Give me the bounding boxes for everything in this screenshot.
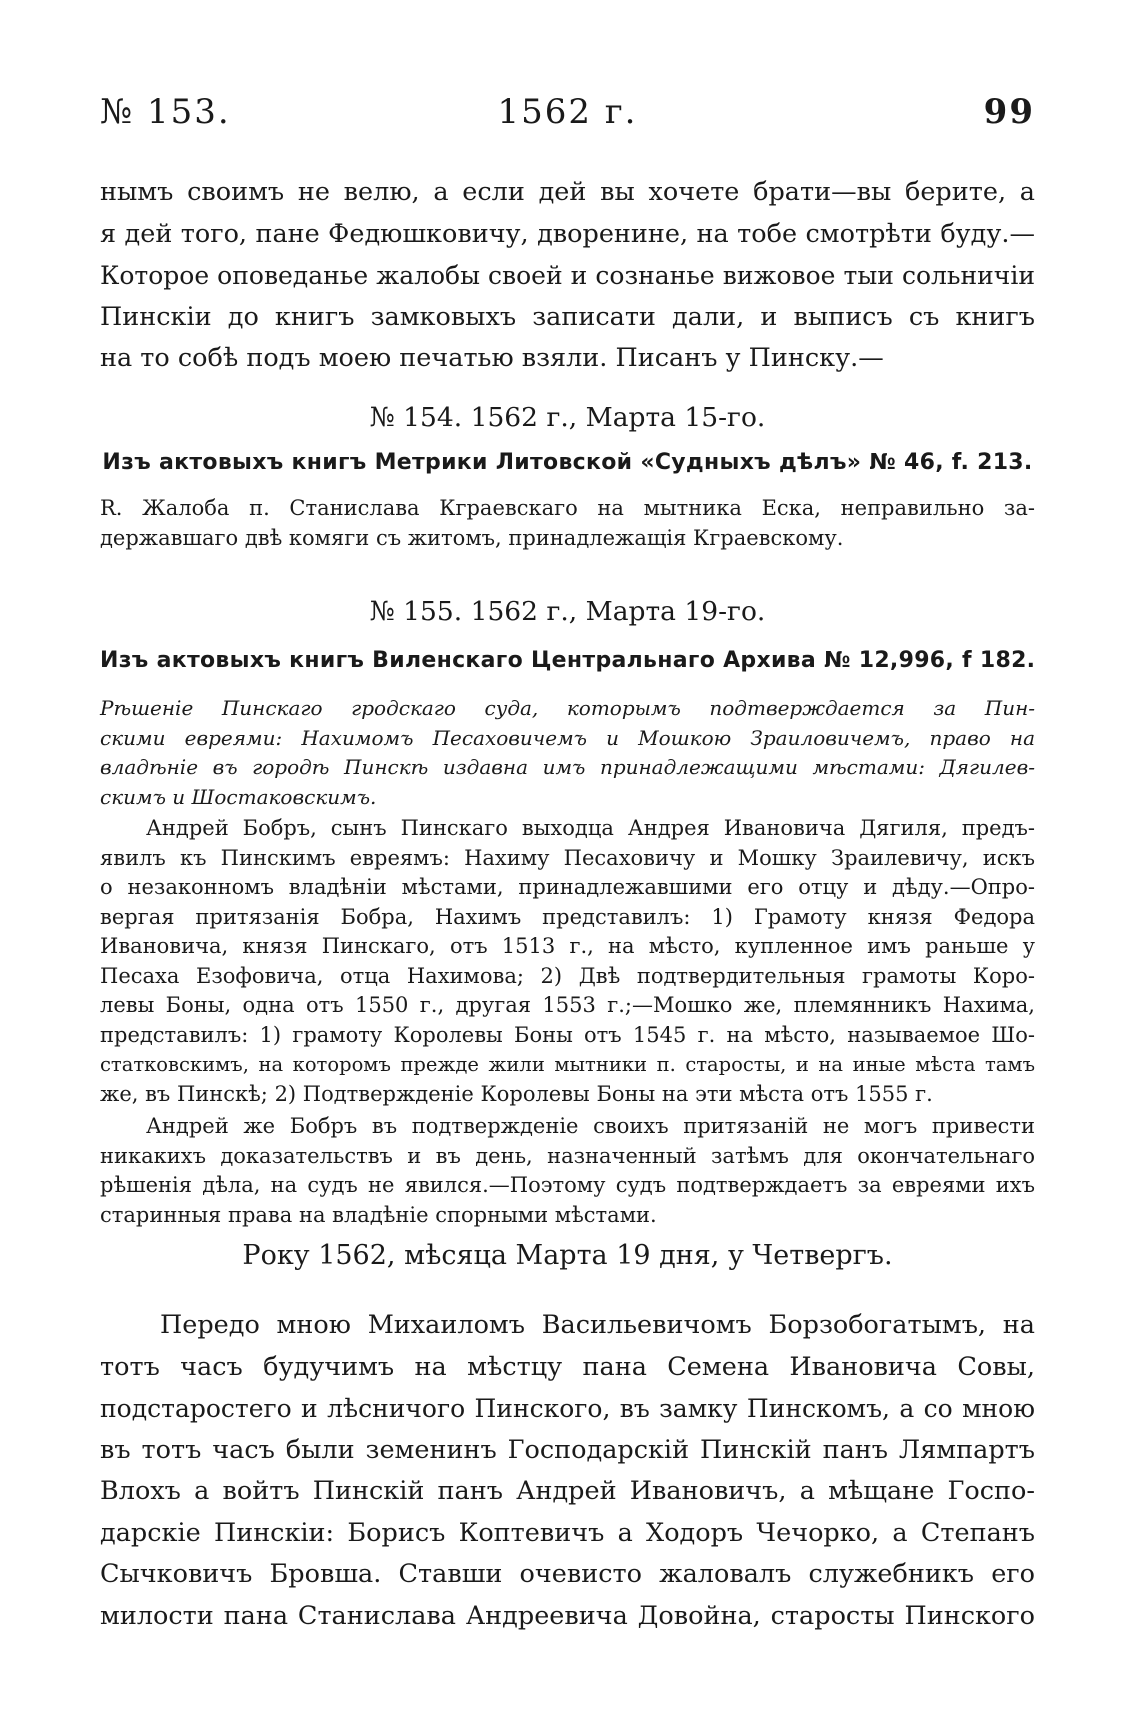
intro-paragraph <box>100 172 1035 380</box>
text-line: старинныя права на владѣніе спорными мѣстами. <box>100 1202 657 1227</box>
text-line: явилъ къ Пинскимъ евреямъ: Нахиму Песаховичу и Мошку Зраилевичу, искъ <box>100 845 1035 870</box>
text-line: я дей того, пане Федюшковичу, дворенине, на тобе смотрѣти буду.— <box>100 218 1035 249</box>
document-155-source: Изъ актовыхъ книгъ Виленскаго Центральнаго Архива № 12,996, f 182. <box>100 648 1036 673</box>
text-line: левы Боны, одна отъ 1550 г., другая 1553 г.;—Мошко же, племянникъ Нахима, <box>100 993 1035 1017</box>
page-header <box>100 92 1035 136</box>
document-155-date-line: Року 1562, мѣсяца Марта 19 дня, у Четвергъ. <box>242 1240 893 1271</box>
text-line: Рѣшеніе Пинскаго гродскаго суда, которымъ подтверждается за Пин- <box>100 696 1035 720</box>
header-year: 1562 г. <box>497 92 638 132</box>
text-line: милости пана Станислава Андреевича Довойна, старосты Пинского <box>100 1600 1035 1631</box>
text-line: Ивановича, князя Пинскаго, отъ 1513 г., на мѣсто, купленное имъ раньше у <box>100 934 1035 958</box>
text-line: скими евреями: Нахимомъ Песаховичемъ и Мошкою Зраиловичемъ, право на <box>100 725 1035 750</box>
text-line: тотъ часъ будучимъ на мѣстцу пана Семена Ивановича Совы, <box>100 1351 1035 1382</box>
text-line: въ тотъ часъ были земенинъ Господарскій Пинскій панъ Лямпартъ <box>100 1434 1035 1465</box>
text-line: Которое оповеданье жалобы своей и сознанье вижовое тыи сольничіи <box>100 261 1035 290</box>
text-line: Пинскіи до книгъ замковыхъ записати дали, и выписъ съ книгъ <box>100 301 1035 332</box>
text-line: представилъ: 1) грамоту Королевы Боны отъ 1545 г. на мѣсто, называемое Шо- <box>100 1022 1035 1047</box>
document-154-heading: № 154. 1562 г., Марта 15-го. <box>369 402 766 433</box>
text-line: дарскіе Пинскіи: Борисъ Коптевичъ а Ходоръ Чечорко, а Степанъ <box>100 1517 1035 1548</box>
document-155-summary-continued <box>100 1112 1035 1230</box>
text-line: Сычковичъ Бровша. Ставши очевисто жаловалъ служебникъ его <box>100 1559 1035 1589</box>
text-line: рѣшенія дѣла, на судъ не явился.—Поэтому судъ подтверждаетъ за евреями ихъ <box>100 1173 1035 1197</box>
text-line: статковскимъ, на которомъ прежде жили мытники п. старосты, и на иные мѣста тамъ <box>100 1053 1035 1076</box>
document-154-summary <box>100 494 1035 553</box>
document-155-heading: № 155. 1562 г., Марта 19-го. <box>369 596 766 627</box>
text-line: о незаконномъ владѣніи мѣстами, принадлежавшими его отцу и дѣду.—Опро- <box>100 875 1035 899</box>
text-line: нымъ своимъ не велю, а если дей вы хочете брати—вы берите, а <box>100 177 1035 207</box>
text-line: владѣніе въ городѣ Пинскѣ издавна имъ принадлежащими мѣстами: Дягилев- <box>100 755 1035 779</box>
text-line: Влохъ а войтъ Пинскій панъ Андрей Ивановичъ, а мѣщане Госпо- <box>100 1476 1035 1506</box>
document-155-summary <box>100 814 1035 1109</box>
document-number: № 153. <box>100 92 231 132</box>
text-line: R. Жалоба п. Станислава Кграевскаго на мытника Еска, неправильно за- <box>100 496 1035 520</box>
document-155-body <box>100 1305 1035 1637</box>
text-line: никакихъ доказательствъ и въ день, назначенный затѣмъ для окончательнаго <box>100 1143 1035 1168</box>
text-line: Песаха Езофовича, отца Нахимова; 2) Двѣ подтвердительныя грамоты Коро- <box>100 963 1035 988</box>
text-line: державшаго двѣ комяги съ житомъ, принадлежащія Кграевскому. <box>100 525 844 550</box>
text-line: Андрей же Бобръ въ подтвержденіе своихъ притязаній не могъ привести <box>146 1114 1035 1138</box>
text-line: на то собѣ подъ моею печатью взяли. Писанъ у Пинску.— <box>100 343 884 373</box>
text-line: же, въ Пинскѣ; 2) Подтвержденіе Королевы Боны на эти мѣста отъ 1555 г. <box>100 1081 933 1106</box>
text-line: вергая притязанія Бобра, Нахимъ представилъ: 1) Грамоту князя Федора <box>100 904 1035 929</box>
text-line: Передо мною Михаиломъ Васильевичомъ Борзобогатымъ, на <box>160 1310 1035 1340</box>
text-line: скимъ и Шостаковскимъ. <box>100 784 377 809</box>
text-line: Андрей Бобръ, сынъ Пинскаго выходца Андрея Ивановича Дягиля, предъ- <box>146 816 1035 840</box>
page-number: 99 <box>983 92 1035 132</box>
document-155-title <box>100 694 1035 812</box>
text-line: подстаростего и лѣсничого Пинского, въ замку Пинскомъ, а со мною <box>100 1394 1035 1423</box>
document-154-source: Изъ актовыхъ книгъ Метрики Литовской «Судныхъ дѣлъ» № 46, f. 213. <box>102 450 1033 475</box>
